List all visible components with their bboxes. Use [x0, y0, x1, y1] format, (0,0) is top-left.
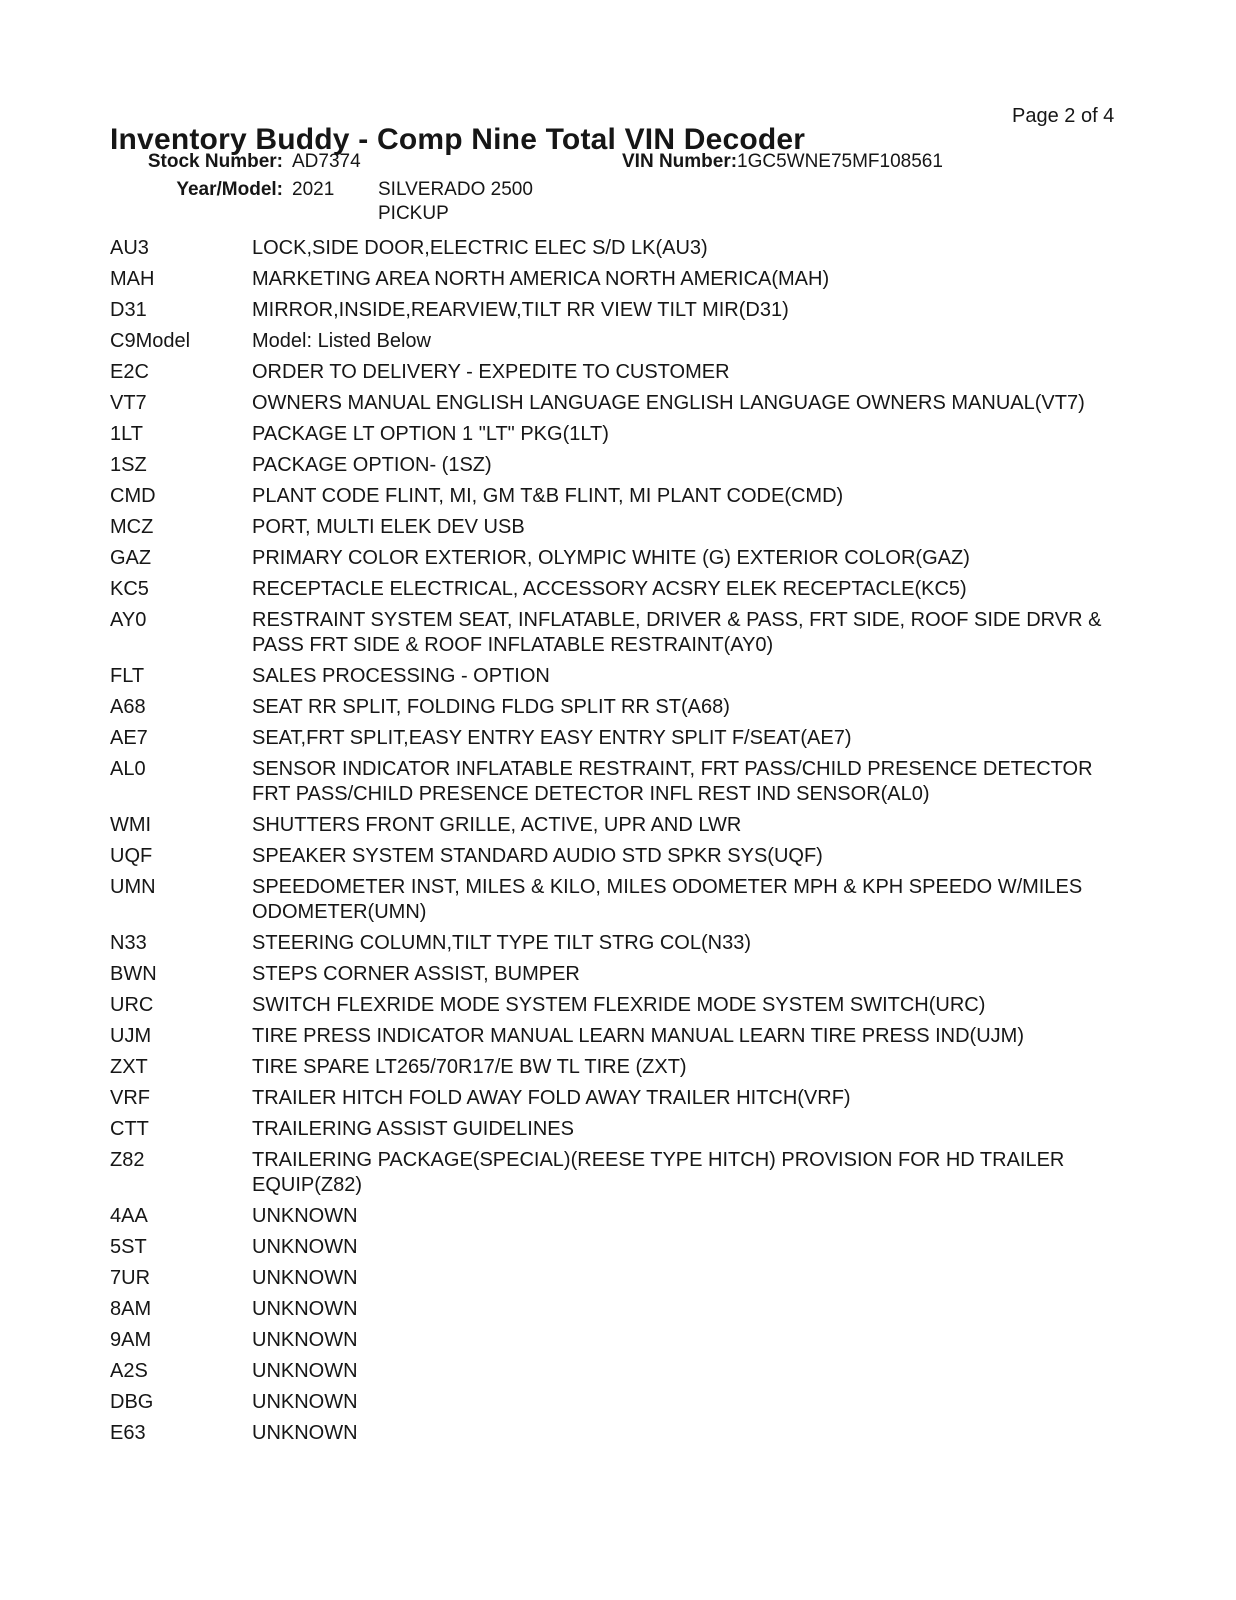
option-description: SPEAKER SYSTEM STANDARD AUDIO STD SPKR SYS(UQF) — [252, 845, 823, 867]
option-code: KC5 — [110, 578, 149, 600]
option-description: UNKNOWN — [252, 1267, 358, 1289]
option-description: STEERING COLUMN,TILT TYPE TILT STRG COL(N33) — [252, 932, 751, 954]
option-code: 4AA — [110, 1205, 148, 1227]
option-description: TRAILER HITCH FOLD AWAY FOLD AWAY TRAILER HITCH(VRF) — [252, 1087, 851, 1109]
year-model-label: Year/Model: — [176, 179, 283, 200]
option-description: UNKNOWN — [252, 1329, 358, 1351]
option-row — [110, 844, 1127, 869]
option-code: 9AM — [110, 1329, 152, 1351]
option-description: MARKETING AREA NORTH AMERICA NORTH AMERICA(MAH) — [252, 268, 830, 290]
option-description: UNKNOWN — [252, 1298, 358, 1320]
option-row — [110, 608, 1127, 658]
option-description: TIRE PRESS INDICATOR MANUAL LEARN MANUAL LEARN TIRE PRESS IND(UJM) — [252, 1025, 1024, 1047]
option-row — [110, 546, 1127, 571]
option-code: UQF — [110, 845, 153, 867]
option-code: ZXT — [110, 1056, 148, 1078]
option-code: 7UR — [110, 1267, 151, 1289]
option-code: UJM — [110, 1025, 152, 1047]
option-code: D31 — [110, 299, 147, 321]
option-code: URC — [110, 994, 154, 1016]
option-row — [110, 1297, 1127, 1322]
option-description: Model: Listed Below — [252, 330, 431, 352]
option-code: AE7 — [110, 727, 148, 749]
option-code: A2S — [110, 1360, 148, 1382]
option-description: SHUTTERS FRONT GRILLE, ACTIVE, UPR AND LWR — [252, 814, 742, 836]
year-value: 2021 — [292, 179, 335, 200]
option-row — [110, 515, 1127, 540]
option-description: STEPS CORNER ASSIST, BUMPER — [252, 963, 580, 985]
option-description: RESTRAINT SYSTEM SEAT, INFLATABLE, DRIVER & PASS, FRT SIDE, ROOF SIDE DRVR & PASS FRT SIDE & ROOF INFLATABLE RESTRAINT(AY0) — [252, 609, 1102, 656]
option-code: C9Model — [110, 330, 191, 352]
option-code: VRF — [110, 1087, 150, 1109]
vin-number-value: 1GC5WNE75MF108561 — [737, 151, 943, 172]
option-row — [110, 329, 1127, 354]
option-description: UNKNOWN — [252, 1360, 358, 1382]
option-description: TIRE SPARE LT265/70R17/E BW TL TIRE (ZXT) — [252, 1056, 687, 1078]
option-row — [110, 726, 1127, 751]
option-row — [110, 1390, 1127, 1415]
option-row — [110, 577, 1127, 602]
option-code: AU3 — [110, 237, 149, 259]
option-code: CMD — [110, 485, 156, 507]
stock-number-value: AD7374 — [292, 151, 361, 172]
model-block — [378, 178, 533, 226]
option-description: TRAILERING ASSIST GUIDELINES — [252, 1118, 574, 1140]
option-code: WMI — [110, 814, 152, 836]
option-code: 1LT — [110, 423, 143, 445]
option-description: SALES PROCESSING - OPTION — [252, 665, 550, 687]
option-code: CTT — [110, 1118, 149, 1140]
option-description: PORT, MULTI ELEK DEV USB — [252, 516, 525, 538]
option-description: TRAILERING PACKAGE(SPECIAL)(REESE TYPE HITCH) PROVISION FOR HD TRAILER EQUIP(Z82) — [252, 1149, 1065, 1196]
option-row — [110, 1235, 1127, 1260]
option-row — [110, 1266, 1127, 1291]
option-code: AY0 — [110, 609, 147, 631]
option-code: MCZ — [110, 516, 154, 538]
option-code: UMN — [110, 876, 156, 898]
option-description: SEAT RR SPLIT, FOLDING FLDG SPLIT RR ST(A68) — [252, 696, 730, 718]
option-row — [110, 1421, 1127, 1446]
option-row — [110, 695, 1127, 720]
option-row — [110, 813, 1127, 838]
option-description: UNKNOWN — [252, 1205, 358, 1227]
option-row — [110, 422, 1127, 447]
option-code: AL0 — [110, 758, 146, 780]
option-row — [110, 1055, 1127, 1080]
option-description: RECEPTACLE ELECTRICAL, ACCESSORY ACSRY ELEK RECEPTACLE(KC5) — [252, 578, 967, 600]
option-description: LOCK,SIDE DOOR,ELECTRIC ELEC S/D LK(AU3) — [252, 237, 708, 259]
option-description: PLANT CODE FLINT, MI, GM T&B FLINT, MI PLANT CODE(CMD) — [252, 485, 844, 507]
option-code: N33 — [110, 932, 147, 954]
option-description: SEAT,FRT SPLIT,EASY ENTRY EASY ENTRY SPLIT F/SEAT(AE7) — [252, 727, 852, 749]
option-row — [110, 1359, 1127, 1384]
option-row — [110, 267, 1127, 292]
option-code: 8AM — [110, 1298, 152, 1320]
model-name: SILVERADO 2500 — [378, 179, 533, 200]
option-row — [110, 453, 1127, 478]
option-code: DBG — [110, 1391, 154, 1413]
option-code: BWN — [110, 963, 157, 985]
option-description: ORDER TO DELIVERY - EXPEDITE TO CUSTOMER — [252, 361, 730, 383]
option-description: SENSOR INDICATOR INFLATABLE RESTRAINT, FRT PASS/CHILD PRESENCE DETECTOR FRT PASS/CHILD PRESENCE DETECTOR INFL REST IND SENSOR(AL0) — [252, 758, 1093, 805]
option-description: MIRROR,INSIDE,REARVIEW,TILT RR VIEW TILT MIR(D31) — [252, 299, 789, 321]
option-row — [110, 1204, 1127, 1229]
option-row — [110, 1024, 1127, 1049]
option-row — [110, 298, 1127, 323]
option-description: UNKNOWN — [252, 1391, 358, 1413]
option-code: E2C — [110, 361, 149, 383]
stock-number-label: Stock Number: — [147, 151, 283, 172]
option-description: SWITCH FLEXRIDE MODE SYSTEM FLEXRIDE MODE SYSTEM SWITCH(URC) — [252, 994, 986, 1016]
option-row — [110, 962, 1127, 987]
options-list — [110, 236, 1127, 1452]
option-code: MAH — [110, 268, 155, 290]
option-description: OWNERS MANUAL ENGLISH LANGUAGE ENGLISH LANGUAGE OWNERS MANUAL(VT7) — [252, 392, 1085, 414]
option-code: 5ST — [110, 1236, 147, 1258]
option-code: 1SZ — [110, 454, 147, 476]
page-title: Inventory Buddy - Comp Nine Total VIN Decoder — [110, 123, 806, 157]
option-row — [110, 757, 1127, 807]
page-indicator: Page 2 of 4 — [1012, 105, 1115, 127]
option-row — [110, 360, 1127, 385]
option-row — [110, 1148, 1127, 1198]
model-body-style: PICKUP — [378, 203, 449, 224]
vin-number-label: VIN Number: — [622, 151, 738, 172]
option-code: FLT — [110, 665, 145, 687]
option-row — [110, 875, 1127, 925]
option-row — [110, 484, 1127, 509]
option-description: UNKNOWN — [252, 1422, 358, 1444]
option-row — [110, 931, 1127, 956]
option-code: A68 — [110, 696, 146, 718]
option-row — [110, 391, 1127, 416]
option-row — [110, 664, 1127, 689]
option-row — [110, 1117, 1127, 1142]
option-description: SPEEDOMETER INST, MILES & KILO, MILES ODOMETER MPH & KPH SPEEDO W/MILES ODOMETER(UMN) — [252, 876, 1083, 923]
option-row — [110, 1086, 1127, 1111]
option-row — [110, 1328, 1127, 1353]
option-description: UNKNOWN — [252, 1236, 358, 1258]
option-description: PRIMARY COLOR EXTERIOR, OLYMPIC WHITE (G) EXTERIOR COLOR(GAZ) — [252, 547, 970, 569]
option-description: PACKAGE LT OPTION 1 "LT" PKG(1LT) — [252, 423, 609, 445]
option-code: VT7 — [110, 392, 147, 414]
option-code: GAZ — [110, 547, 152, 569]
option-description: PACKAGE OPTION- (1SZ) — [252, 454, 492, 476]
option-row — [110, 993, 1127, 1018]
option-row — [110, 236, 1127, 261]
option-code: Z82 — [110, 1149, 145, 1171]
option-code: E63 — [110, 1422, 146, 1444]
